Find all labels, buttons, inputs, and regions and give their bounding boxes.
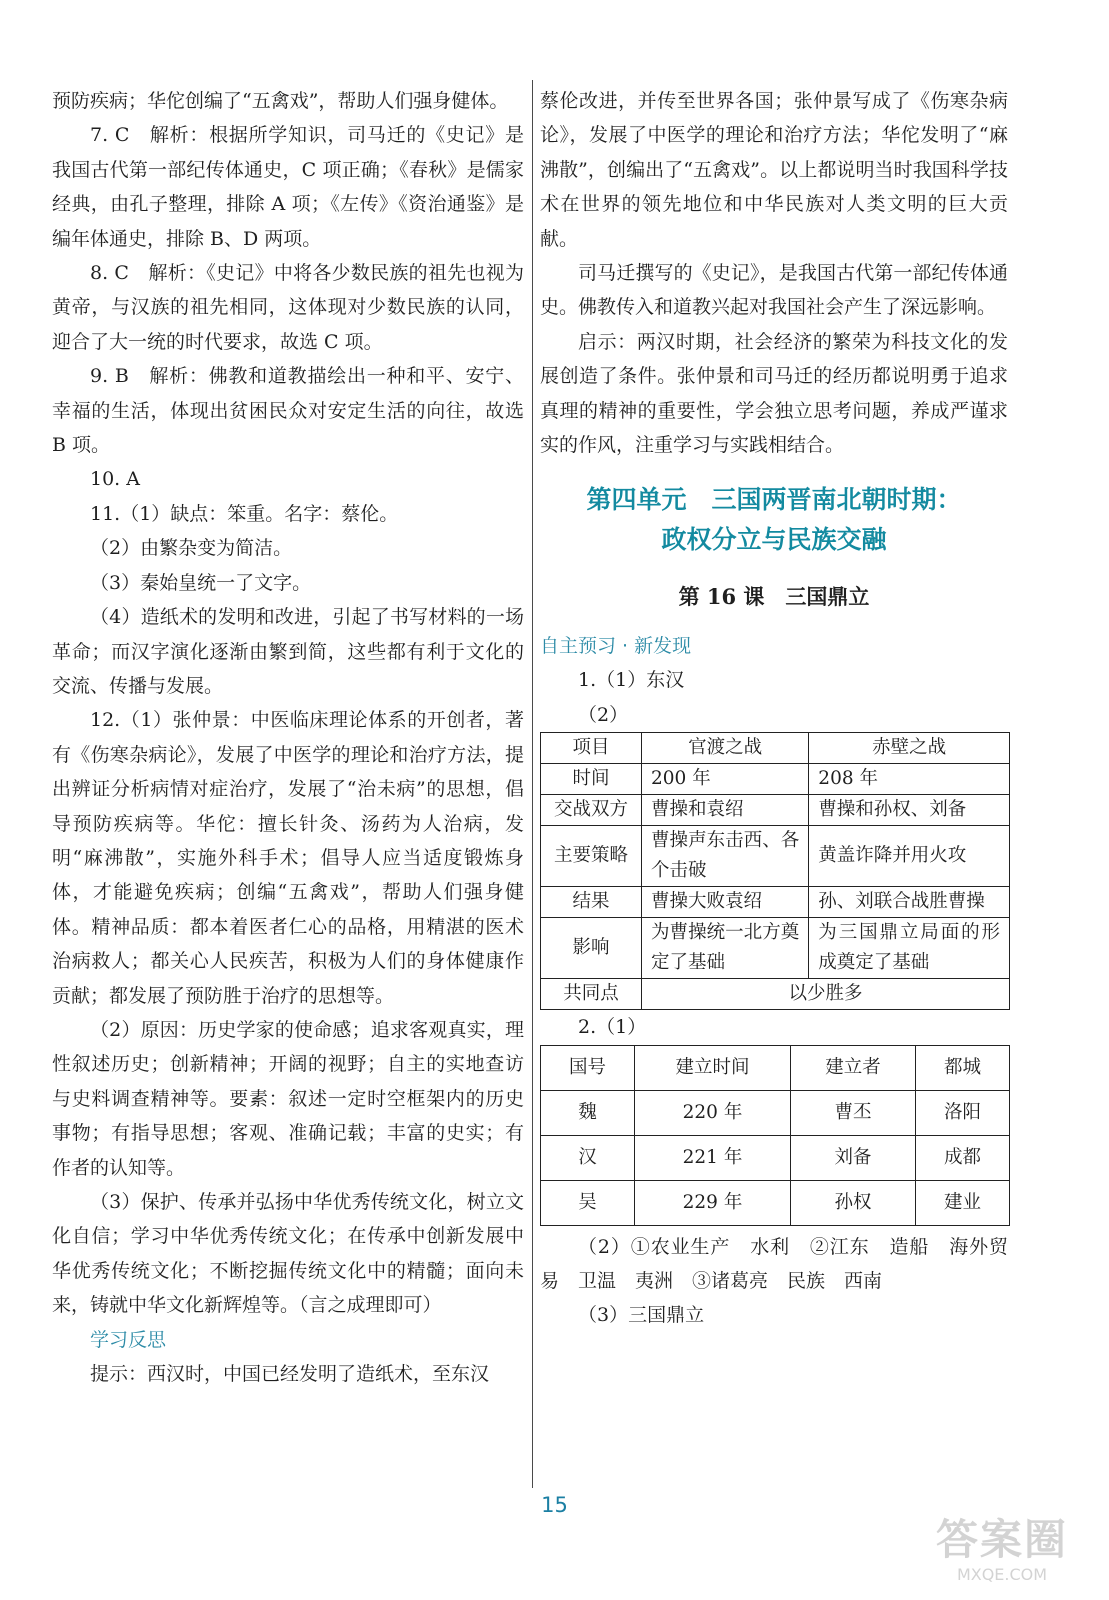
answer-11-2: （2）由繁杂变为简洁。 — [90, 537, 293, 560]
question-2-3: （3）三国鼎立 — [578, 1304, 705, 1327]
table-row — [541, 979, 1010, 1010]
battle-table — [540, 732, 1010, 1010]
table-cell: 为三国鼎立局面的形成奠定了基础 — [809, 918, 1010, 979]
answer-11-3: （3）秦始皇统一了文字。 — [90, 571, 312, 594]
table-cell: 曹操和孙权、刘备 — [809, 795, 1010, 826]
right-column — [540, 84, 1008, 1333]
table-cell: 为曹操统一北方奠定了基础 — [642, 918, 809, 979]
table-row — [541, 764, 1010, 795]
table-row — [541, 795, 1010, 826]
table-cell: 洛阳 — [916, 1090, 1010, 1135]
table-header-cell: 都城 — [916, 1045, 1010, 1090]
table-cell: 221 年 — [634, 1135, 790, 1180]
answer-11-4: （4）造纸术的发明和改进，引起了书写材料的一场革命；而汉字演化逐渐由繁到简，这些都有利于文化的交流、传播与发展。 — [52, 606, 524, 697]
table-header-row — [541, 1045, 1010, 1090]
answer-7: 7. C 解析：根据所学知识，司马迁的《史记》是我国古代第一部纪传体通史，C 项正确；《春秋》是儒家经典，由孔子整理，排除 A 项；《左传》《资治通鉴》是编年体通史，排除 B、D 两项。 — [52, 124, 524, 250]
unit-title — [540, 480, 1008, 560]
table-cell: 时间 — [541, 764, 642, 795]
paragraph: 预防疾病；华佗创编了“五禽戏”，帮助人们强身健体。 — [52, 90, 509, 112]
question-1-1: 1.（1）东汉 — [578, 669, 685, 692]
answer-11-1: 11.（1）缺点：笨重。名字：蔡伦。 — [90, 502, 399, 525]
table-cell: 主要策略 — [541, 826, 642, 887]
paragraph: 司马迁撰写的《史记》，是我国古代第一部纪传体通史。佛教传入和道教兴起对我国社会产生了深远影响。 — [540, 262, 1008, 319]
table-header-cell: 项目 — [541, 733, 642, 764]
table-cell: 曹操和袁绍 — [642, 795, 809, 826]
left-column — [52, 84, 524, 1391]
question-2-2: （2）①农业生产 水利 ②江东 造船 海外贸易 卫温 夷洲 ③诸葛亮 民族 西南 — [540, 1235, 1008, 1292]
watermark-logo — [917, 1514, 1087, 1594]
table-row — [541, 918, 1010, 979]
answer-9: 9. B 解析：佛教和道教描绘出一种和平、安宁、幸福的生活，体现出贫困民众对安定生活的向往，故选 B 项。 — [52, 365, 524, 457]
table-header-cell: 赤壁之战 — [809, 733, 1010, 764]
table-cell: 208 年 — [809, 764, 1010, 795]
question-1-2: （2） — [578, 703, 629, 726]
table-cell: 229 年 — [634, 1180, 790, 1225]
section-heading-reflection: 学习反思 — [90, 1328, 167, 1351]
table-cell: 建业 — [916, 1180, 1010, 1225]
table-cell: 汉 — [541, 1135, 635, 1180]
table-cell: 220 年 — [634, 1090, 790, 1135]
table-row — [541, 1135, 1010, 1180]
watermark-url: MXQE.COM — [956, 1565, 1048, 1584]
table-cell: 吴 — [541, 1180, 635, 1225]
table-header-cell: 建立时间 — [634, 1045, 790, 1090]
table-cell: 曹操大败袁绍 — [642, 887, 809, 918]
table-header-cell: 国号 — [541, 1045, 635, 1090]
table-cell: 刘备 — [791, 1135, 916, 1180]
table-cell: 影响 — [541, 918, 642, 979]
table-header-row — [541, 733, 1010, 764]
section-heading-preview: 自主预习 · 新发现 — [540, 634, 692, 657]
table-row — [541, 826, 1010, 887]
answer-10: 10. A — [90, 468, 140, 491]
lesson-title: 第 16 课 三国鼎立 — [678, 584, 870, 610]
paragraph: 蔡伦改进，并传至世界各国；张仲景写成了《伤寒杂病论》，发展了中医学的理论和治疗方法；华佗发明了“麻沸散”，创编出了“五禽戏”。以上都说明当时我国科学技术在世界的领先地位和中华民族对人类文明的巨大贡献。 — [540, 90, 1008, 250]
table-row — [541, 887, 1010, 918]
answer-12-3: （3）保护、传承并弘扬中华优秀传统文化，树立文化自信；学习中华优秀传统文化；在传承中创新发展中华优秀传统文化；不断挖掘传统文化中的精髓；面向未来，铸就中华文化新辉煌等。（言之成理即可） — [52, 1191, 524, 1317]
answer-8: 8. C 解析：《史记》中将各少数民族的祖先也视为黄帝，与汉族的祖先相同，这体现对少数民族的认同，迎合了大一统的时代要求，故选 C 项。 — [52, 262, 524, 353]
reflection-text: 提示：西汉时，中国已经发明了造纸术，至东汉 — [90, 1363, 490, 1386]
table-cell: 交战双方 — [541, 795, 642, 826]
table-cell: 200 年 — [642, 764, 809, 795]
watermark-logo-text: 答案圈 — [935, 1515, 1068, 1564]
table-cell: 以少胜多 — [642, 979, 1010, 1010]
question-2-1: 2.（1） — [578, 1016, 647, 1039]
table-cell: 成都 — [916, 1135, 1010, 1180]
table-cell: 共同点 — [541, 979, 642, 1010]
table-cell: 曹操声东击西、各个击破 — [642, 826, 809, 887]
table-row — [541, 1090, 1010, 1135]
unit-title-line2: 政权分立与民族交融 — [661, 525, 887, 555]
answer-12-1: 12.（1）张仲景：中医临床理论体系的开创者，著有《伤寒杂病论》，发展了中医学的理论和治疗方法，提出辨证分析病情对症治疗，发展了“治未病”的思想，倡导预防疾病等。华佗：擅长针灸、汤药为人治病，发明“麻沸散”，实施外科手术；倡导人应当适度锻炼身体，才能避免疾病；创编“五禽戏”，帮助人们强身健体。精神品质：都本着医者仁心的品格，用精湛的医术治病救人；都关心人民疾苦，积极为人们的身体健康作贡献；都发展了预防胜于治疗的思想等。 — [52, 709, 524, 1007]
table-cell: 孙权 — [791, 1180, 916, 1225]
table-cell: 孙、刘联合战胜曹操 — [809, 887, 1010, 918]
kingdoms-table — [540, 1045, 1010, 1226]
table-row — [541, 1180, 1010, 1225]
table-cell: 魏 — [541, 1090, 635, 1135]
answer-12-2: （2）原因：历史学家的使命感；追求客观真实，理性叙述历史；创新精神；开阔的视野；自主的实地查访与史料调查精神等。要素：叙述一定时空框架内的历史事物；有指导思想；客观、准确记载；丰富的史实；有作者的认知等。 — [52, 1018, 524, 1179]
unit-title-line1: 第四单元 三国两晋南北朝时期： — [586, 485, 962, 515]
table-cell: 结果 — [541, 887, 642, 918]
page-number: 15 — [541, 1493, 568, 1517]
table-cell: 曹丕 — [791, 1090, 916, 1135]
table-header-cell: 官渡之战 — [642, 733, 809, 764]
table-cell: 黄盖诈降并用火攻 — [809, 826, 1010, 887]
column-divider — [532, 80, 533, 1488]
paragraph: 启示：两汉时期，社会经济的繁荣为科技文化的发展创造了条件。张仲景和司马迁的经历都说明勇于追求真理的精神的重要性，学会独立思考问题，养成严谨求实的作风，注重学习与实践相结合。 — [540, 330, 1008, 457]
table-header-cell: 建立者 — [791, 1045, 916, 1090]
